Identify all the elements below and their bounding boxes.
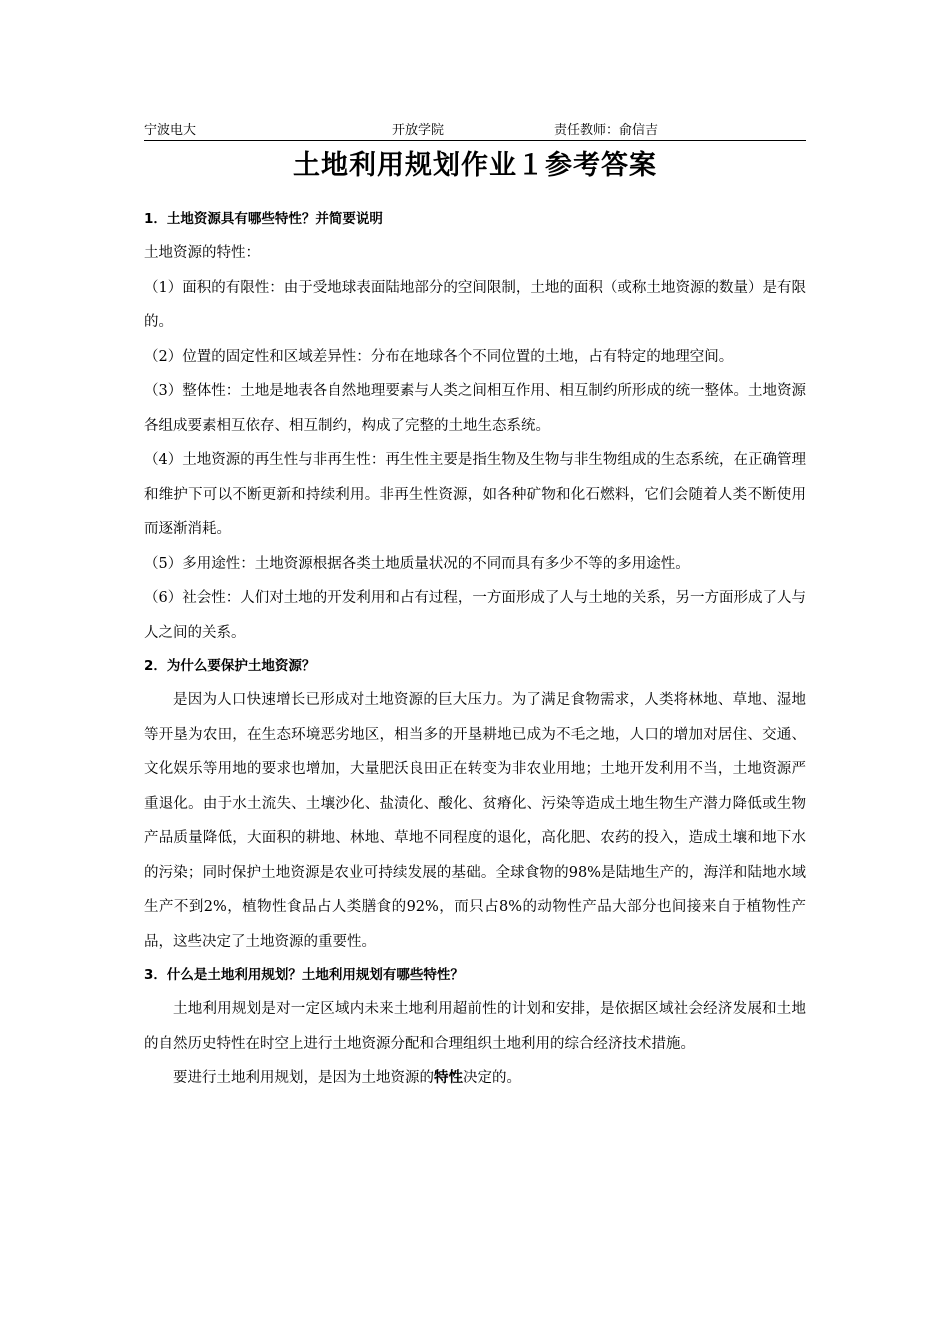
- q1-item-6: （6）社会性：人们对土地的开发利用和占有过程，一方面形成了人与土地的关系，另一方面形成了人与人之间的关系。: [144, 590, 806, 641]
- q1-item-2: （2）位置的固定性和区域差异性：分布在地球各个不同位置的土地，占有特定的地理空间。: [144, 348, 734, 365]
- q3-answer: 土地利用规划是对一定区域内未来土地利用超前性的计划和安排，是依据区域社会经济发展和土地的自然历史特性在时空上进行土地资源分配和合理组织土地利用的综合经济技术措施。: [144, 1001, 806, 1052]
- q1-item-3: （3）整体性：土地是地表各自然地理要素与人类之间相互作用、相互制约所形成的统一整体。土地资源各组成要素相互依存、相互制约，构成了完整的土地生态系统。: [144, 383, 806, 434]
- q1-item-1: （1）面积的有限性：由于受地球表面陆地部分的空间限制，土地的面积（或称土地资源的数量）是有限的。: [144, 279, 806, 330]
- page-header: [144, 122, 806, 141]
- document-body: [144, 203, 806, 1096]
- q2-answer: 是因为人口快速增长已形成对土地资源的巨大压力。为了满足食物需求，人类将林地、草地、湿地等开垦为农田，在生态环境恶劣地区，相当多的开垦耕地已成为不毛之地，人口的增加对居住、交通、文化娱乐等用地的要求也增加，大量肥沃良田正在转变为非农业用地；土地开发利用不当，土地资源严重退化。由于水土流失、土壤沙化、盐渍化、酸化、贫瘠化、污染等造成土地生物生产潜力降低或生物产品质量降低，大面积的耕地、林地、草地不同程度的退化，高化肥、农药的投入，造成土壤和地下水的污染；同时保护土地资源是农业可持续发展的基础。全球食物的98%是陆地生产的，海洋和陆地水域生产不到2%，植物性食品占人类膳食的92%，而只占8%的动物性产品大部分也间接来自于植物性产品，这些决定了土地资源的重要性。: [144, 692, 806, 950]
- document-title: 土地利用规划作业１参考答案: [293, 150, 657, 181]
- q1-item-4: （4）土地资源的再生性与非再生性：再生性主要是指生物及生物与非生物组成的生态系统，在正确管理和维护下可以不断更新和持续利用。非再生性资源，如各种矿物和化石燃料，它们会随着人类不断使用而逐渐消耗。: [144, 452, 806, 537]
- responsible-teacher: 责任教师：俞信吉: [554, 123, 659, 138]
- q3-last-bold: 特性: [434, 1070, 463, 1086]
- school-name: 宁波电大: [144, 123, 197, 138]
- q1-item-5: （5）多用途性：土地资源根据各类土地质量状况的不同而具有多少不等的多用途性。: [144, 555, 690, 572]
- question-3-heading: 3．什么是土地利用规划？土地利用规划有哪些特性？: [144, 967, 464, 983]
- question-1-heading: 1．土地资源具有哪些特性？并简要说明: [144, 211, 383, 227]
- q1-intro: 土地资源的特性：: [144, 245, 260, 261]
- q3-last-before: 要进行土地利用规划，是因为土地资源的: [173, 1070, 434, 1086]
- q3-last-paragraph: [144, 1061, 806, 1096]
- q3-last-after: 决定的。: [463, 1070, 521, 1086]
- question-2-heading: 2．为什么要保护土地资源？: [144, 658, 316, 674]
- college-name: 开放学院: [392, 123, 445, 138]
